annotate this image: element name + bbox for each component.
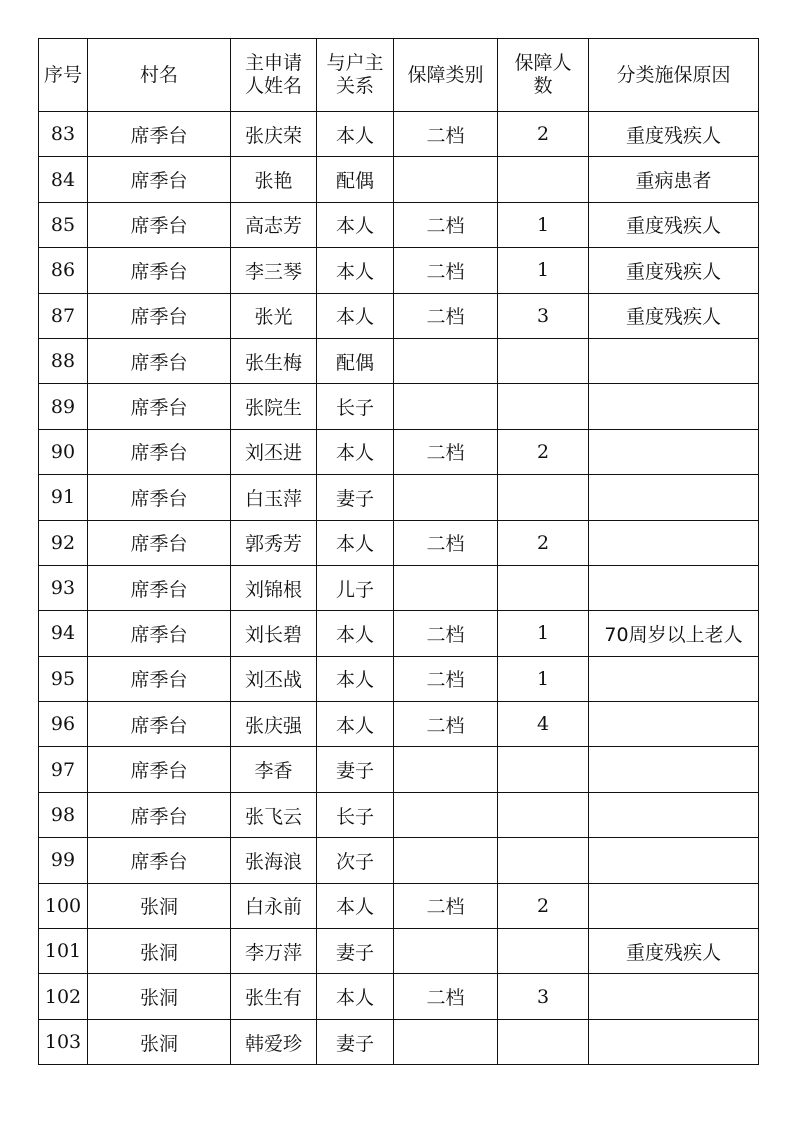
- cell-category: [394, 1019, 498, 1064]
- cell-seq: 91: [39, 475, 88, 520]
- cell-name: 刘丕战: [231, 656, 317, 701]
- cell-category: 二档: [394, 702, 498, 747]
- header-relation-line1: 与户主: [326, 52, 384, 74]
- cell-count: [498, 157, 589, 202]
- cell-category: [394, 747, 498, 792]
- header-row: [39, 39, 759, 112]
- cell-count: [498, 565, 589, 610]
- cell-seq: 101: [39, 929, 88, 974]
- cell-count: 2: [498, 883, 589, 928]
- cell-reason: [589, 974, 759, 1019]
- cell-relation: 本人: [317, 112, 394, 157]
- cell-name: 刘长碧: [231, 611, 317, 656]
- cell-reason: [589, 565, 759, 610]
- table-row: [39, 384, 759, 429]
- cell-category: 二档: [394, 248, 498, 293]
- cell-name: 张生梅: [231, 338, 317, 383]
- cell-reason: 重度残疾人: [589, 112, 759, 157]
- header-applicant-line1: 主申请: [244, 52, 302, 74]
- cell-seq: 93: [39, 565, 88, 610]
- cell-count: [498, 338, 589, 383]
- table-row: [39, 293, 759, 338]
- cell-reason: 70周岁以上老人: [589, 611, 759, 656]
- header-reason: 分类施保原因: [589, 39, 759, 112]
- cell-count: [498, 747, 589, 792]
- cell-count: [498, 838, 589, 883]
- cell-name: 高志芳: [231, 202, 317, 247]
- cell-category: [394, 338, 498, 383]
- cell-seq: 95: [39, 656, 88, 701]
- cell-reason: [589, 883, 759, 928]
- cell-category: 二档: [394, 611, 498, 656]
- table-row: [39, 475, 759, 520]
- cell-village: 席季台: [88, 747, 231, 792]
- cell-seq: 83: [39, 112, 88, 157]
- cell-name: 张飞云: [231, 792, 317, 837]
- cell-village: 席季台: [88, 565, 231, 610]
- header-count-line1: 保障人: [514, 52, 572, 74]
- cell-reason: [589, 338, 759, 383]
- cell-count: 1: [498, 656, 589, 701]
- cell-relation: 次子: [317, 838, 394, 883]
- cell-name: 张艳: [231, 157, 317, 202]
- table-row: [39, 611, 759, 656]
- cell-village: 席季台: [88, 293, 231, 338]
- cell-reason: 重度残疾人: [589, 202, 759, 247]
- cell-name: 李三琴: [231, 248, 317, 293]
- cell-relation: 本人: [317, 429, 394, 474]
- table-row: [39, 838, 759, 883]
- cell-category: 二档: [394, 112, 498, 157]
- cell-relation: 妻子: [317, 747, 394, 792]
- cell-relation: 本人: [317, 883, 394, 928]
- cell-village: 张洞: [88, 929, 231, 974]
- cell-seq: 92: [39, 520, 88, 565]
- cell-relation: 本人: [317, 611, 394, 656]
- cell-seq: 87: [39, 293, 88, 338]
- cell-name: 刘锦根: [231, 565, 317, 610]
- header-relation: [317, 39, 394, 112]
- cell-relation: 本人: [317, 702, 394, 747]
- cell-seq: 98: [39, 792, 88, 837]
- table-row: [39, 792, 759, 837]
- cell-reason: [589, 520, 759, 565]
- cell-category: [394, 929, 498, 974]
- cell-village: 席季台: [88, 157, 231, 202]
- cell-seq: 97: [39, 747, 88, 792]
- cell-village: 席季台: [88, 475, 231, 520]
- cell-category: 二档: [394, 202, 498, 247]
- cell-name: 张光: [231, 293, 317, 338]
- cell-village: 席季台: [88, 520, 231, 565]
- cell-seq: 103: [39, 1019, 88, 1064]
- header-applicant: [231, 39, 317, 112]
- cell-reason: [589, 702, 759, 747]
- cell-count: 1: [498, 248, 589, 293]
- cell-name: 韩爱珍: [231, 1019, 317, 1064]
- cell-category: [394, 838, 498, 883]
- cell-category: 二档: [394, 974, 498, 1019]
- table-row: [39, 112, 759, 157]
- cell-name: 刘丕进: [231, 429, 317, 474]
- cell-category: [394, 157, 498, 202]
- cell-relation: 本人: [317, 202, 394, 247]
- cell-name: 白永前: [231, 883, 317, 928]
- cell-name: 张庆强: [231, 702, 317, 747]
- cell-name: 张生有: [231, 974, 317, 1019]
- cell-village: 席季台: [88, 838, 231, 883]
- cell-reason: [589, 747, 759, 792]
- cell-category: [394, 475, 498, 520]
- table-row: [39, 702, 759, 747]
- table-row: [39, 248, 759, 293]
- table-row: [39, 656, 759, 701]
- cell-category: 二档: [394, 520, 498, 565]
- cell-count: 2: [498, 429, 589, 474]
- cell-village: 张洞: [88, 974, 231, 1019]
- header-village: 村名: [88, 39, 231, 112]
- table-row: [39, 338, 759, 383]
- cell-village: 席季台: [88, 248, 231, 293]
- cell-relation: 本人: [317, 293, 394, 338]
- cell-village: 席季台: [88, 656, 231, 701]
- cell-seq: 100: [39, 883, 88, 928]
- cell-name: 郭秀芳: [231, 520, 317, 565]
- table-row: [39, 520, 759, 565]
- cell-seq: 94: [39, 611, 88, 656]
- cell-name: 张院生: [231, 384, 317, 429]
- cell-village: 席季台: [88, 702, 231, 747]
- table-row: [39, 929, 759, 974]
- cell-village: 席季台: [88, 384, 231, 429]
- header-category: 保障类别: [394, 39, 498, 112]
- header-count: [498, 39, 589, 112]
- cell-seq: 99: [39, 838, 88, 883]
- cell-relation: 长子: [317, 792, 394, 837]
- cell-village: 席季台: [88, 202, 231, 247]
- cell-relation: 本人: [317, 248, 394, 293]
- cell-seq: 84: [39, 157, 88, 202]
- cell-reason: 重病患者: [589, 157, 759, 202]
- cell-relation: 配偶: [317, 338, 394, 383]
- cell-category: 二档: [394, 656, 498, 701]
- cell-count: 4: [498, 702, 589, 747]
- cell-village: 席季台: [88, 429, 231, 474]
- table-row: [39, 747, 759, 792]
- cell-category: 二档: [394, 883, 498, 928]
- table-row: [39, 157, 759, 202]
- cell-village: 席季台: [88, 338, 231, 383]
- cell-category: [394, 384, 498, 429]
- table-row: [39, 974, 759, 1019]
- cell-count: [498, 792, 589, 837]
- cell-seq: 96: [39, 702, 88, 747]
- cell-relation: 本人: [317, 520, 394, 565]
- cell-reason: [589, 1019, 759, 1064]
- table-row: [39, 202, 759, 247]
- cell-reason: [589, 475, 759, 520]
- cell-reason: [589, 384, 759, 429]
- cell-reason: 重度残疾人: [589, 929, 759, 974]
- cell-reason: [589, 656, 759, 701]
- header-applicant-line2: 人姓名: [244, 75, 302, 97]
- cell-relation: 妻子: [317, 1019, 394, 1064]
- cell-category: [394, 792, 498, 837]
- cell-reason: [589, 838, 759, 883]
- cell-village: 张洞: [88, 1019, 231, 1064]
- table-row: [39, 883, 759, 928]
- cell-seq: 102: [39, 974, 88, 1019]
- table-row: [39, 429, 759, 474]
- cell-name: 张庆荣: [231, 112, 317, 157]
- cell-count: 3: [498, 293, 589, 338]
- cell-relation: 配偶: [317, 157, 394, 202]
- cell-count: [498, 475, 589, 520]
- cell-reason: [589, 792, 759, 837]
- cell-count: 2: [498, 112, 589, 157]
- cell-seq: 86: [39, 248, 88, 293]
- header-seq: 序号: [39, 39, 88, 112]
- cell-category: [394, 565, 498, 610]
- cell-category: 二档: [394, 429, 498, 474]
- header-relation-line2: 关系: [335, 75, 374, 97]
- cell-relation: 妻子: [317, 929, 394, 974]
- cell-village: 席季台: [88, 611, 231, 656]
- cell-reason: [589, 429, 759, 474]
- cell-seq: 88: [39, 338, 88, 383]
- cell-relation: 本人: [317, 974, 394, 1019]
- cell-count: [498, 1019, 589, 1064]
- cell-village: 席季台: [88, 112, 231, 157]
- cell-count: [498, 929, 589, 974]
- cell-reason: 重度残疾人: [589, 248, 759, 293]
- cell-relation: 本人: [317, 656, 394, 701]
- cell-reason: 重度残疾人: [589, 293, 759, 338]
- cell-count: 2: [498, 520, 589, 565]
- cell-name: 李万萍: [231, 929, 317, 974]
- cell-name: 白玉萍: [231, 475, 317, 520]
- cell-count: 1: [498, 611, 589, 656]
- cell-count: [498, 384, 589, 429]
- cell-relation: 长子: [317, 384, 394, 429]
- header-count-line2: 数: [533, 75, 553, 97]
- cell-count: 1: [498, 202, 589, 247]
- cell-village: 张洞: [88, 883, 231, 928]
- table-row: [39, 1019, 759, 1064]
- cell-relation: 妻子: [317, 475, 394, 520]
- cell-count: 3: [498, 974, 589, 1019]
- cell-village: 席季台: [88, 792, 231, 837]
- table-row: [39, 565, 759, 610]
- cell-relation: 儿子: [317, 565, 394, 610]
- cell-seq: 89: [39, 384, 88, 429]
- cell-seq: 90: [39, 429, 88, 474]
- assistance-table: [38, 38, 759, 1065]
- cell-name: 张海浪: [231, 838, 317, 883]
- cell-category: 二档: [394, 293, 498, 338]
- cell-seq: 85: [39, 202, 88, 247]
- cell-name: 李香: [231, 747, 317, 792]
